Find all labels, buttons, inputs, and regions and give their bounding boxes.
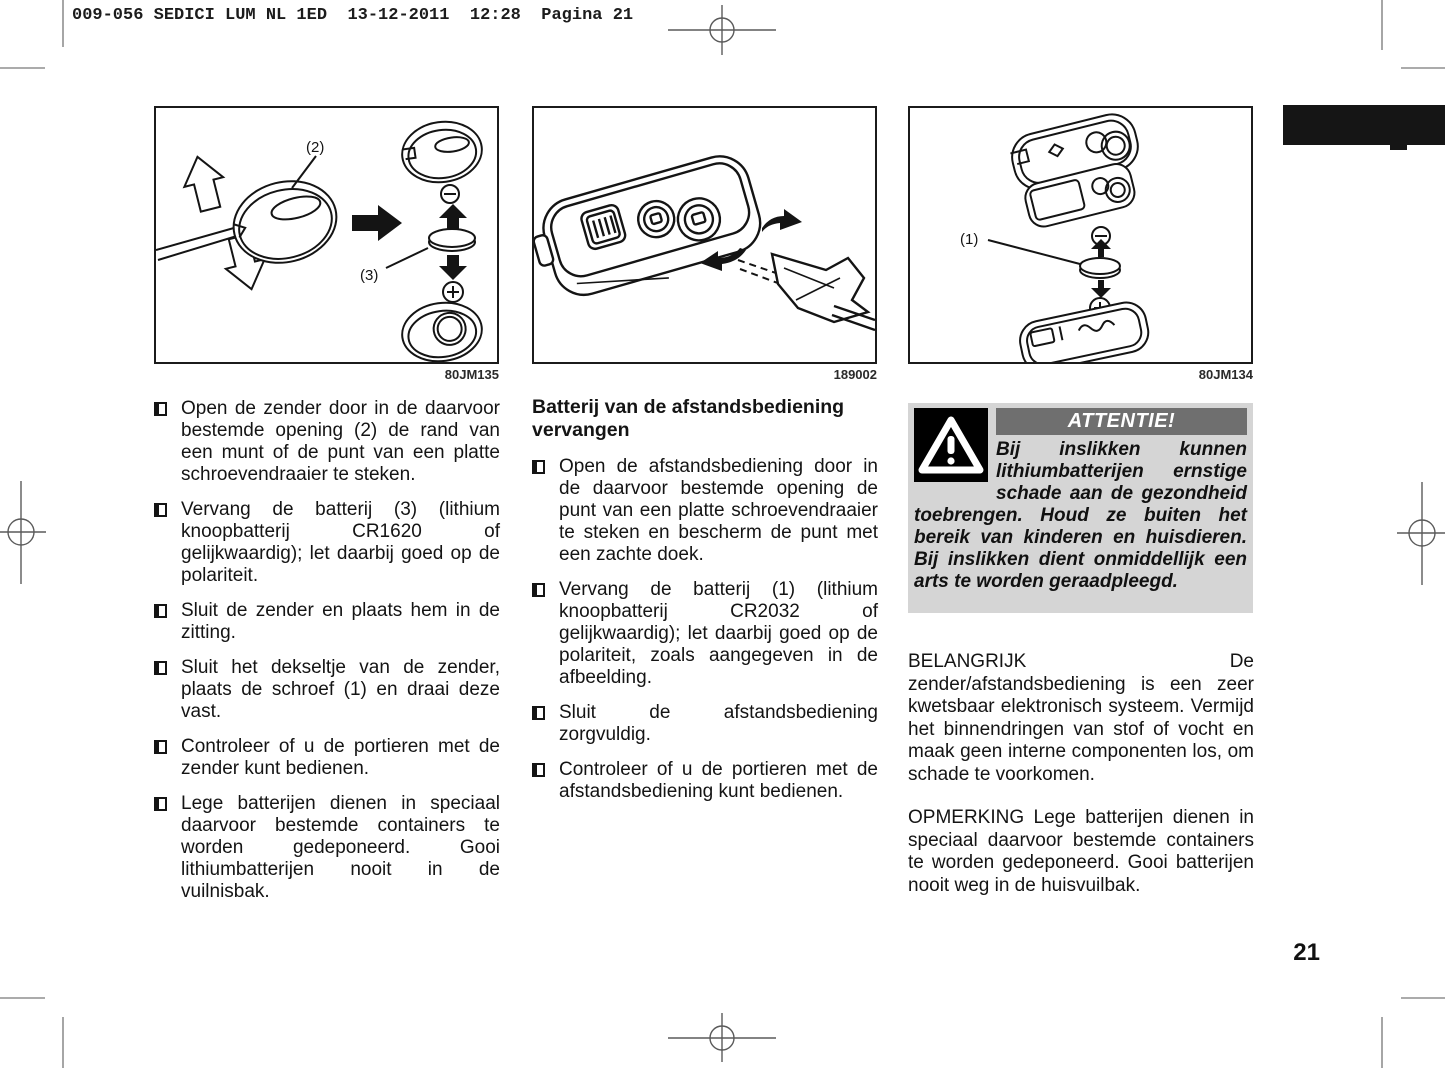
checkbox-bullet-icon bbox=[532, 583, 545, 597]
figure-remote-exploded bbox=[908, 106, 1253, 364]
checkbox-bullet-icon bbox=[532, 460, 545, 474]
warning-text: Bij inslikken kunnen lithiumbatterijen ernstige schade aan de gezondheid toebrengen. Houd ze buiten het bereik van kinderen en huisdieren. Bij inslikken dient onmiddellijk een arts te worden geraadpleegd. bbox=[914, 439, 1247, 592]
remote-cover-bottom bbox=[1016, 299, 1152, 362]
checkbox-bullet-icon bbox=[532, 706, 545, 720]
list-item bbox=[532, 759, 878, 803]
list-item-text: Controleer of u de portieren met de zender kunt bedienen. bbox=[181, 736, 500, 779]
insert-down-arrow-icon bbox=[439, 255, 467, 280]
section-heading: Batterij van de afstandsbediening vervangen bbox=[532, 396, 845, 441]
chapter-tab-marker bbox=[1283, 105, 1445, 145]
list-item-text: Sluit het dekseltje van de zender, plaats de schroef (1) en draai deze vast. bbox=[181, 657, 500, 722]
cover-bottom bbox=[398, 298, 485, 362]
list-item-text: Controleer of u de portieren met de afstandsbediening kunt bedienen. bbox=[559, 759, 878, 802]
page-number: 21 bbox=[1293, 939, 1320, 966]
coin-battery bbox=[429, 229, 475, 251]
list-item-text: Sluit de zender en plaats hem in de zitting. bbox=[181, 600, 500, 643]
list-item-text: Lege batterijen dienen in speciaal daarvoor bestemde containers te worden gedeponeerd. Gooi lithiumbatterijen nooit in de vuilnisbak. bbox=[181, 793, 500, 902]
figure-caption: 80JM135 bbox=[444, 367, 499, 382]
figure-label-1: (1) bbox=[960, 231, 979, 248]
step-arrow-icon bbox=[352, 205, 402, 241]
column-remote-battery-steps bbox=[532, 396, 878, 816]
warning-triangle-icon bbox=[914, 408, 988, 482]
list-item-text: Open de zender door in de daarvoor bestemde opening (2) de rand van een munt of de punt van een platte schroevendraaier te steken. bbox=[181, 398, 500, 485]
checkbox-bullet-icon bbox=[154, 604, 167, 618]
key-transmitter-illustration bbox=[156, 108, 497, 362]
figure-label-3: (3) bbox=[360, 267, 379, 284]
column-key-battery-steps bbox=[154, 398, 500, 916]
list-item bbox=[154, 736, 500, 780]
list-item bbox=[532, 702, 878, 746]
figure-caption: 189002 bbox=[833, 367, 877, 382]
list-item bbox=[154, 657, 500, 723]
checkbox-bullet-icon bbox=[154, 503, 167, 517]
list-item bbox=[154, 600, 500, 644]
figure-key-transmitter bbox=[154, 106, 499, 364]
remote-fob bbox=[534, 149, 769, 311]
warning-title: ATTENTIE! bbox=[996, 408, 1247, 435]
checkbox-bullet-icon bbox=[154, 661, 167, 675]
chapter-tab-notch bbox=[1390, 145, 1407, 150]
list-item bbox=[154, 398, 500, 486]
minus-polarity-icon bbox=[441, 185, 459, 203]
list-item bbox=[154, 793, 500, 903]
list-item bbox=[532, 456, 878, 566]
important-note: BELANGRIJK De zender/afstandsbediening is een zeer kwetsbaar elektronisch systeem. Vermijd het binnendringen van stof of vocht en maak geen interne componenten los, om schade te voorkomen. bbox=[908, 651, 1254, 785]
figure-remote-opening bbox=[532, 106, 877, 364]
figure-caption: 80JM134 bbox=[1198, 367, 1253, 382]
column-notes bbox=[908, 651, 1254, 918]
remote-exploded-illustration bbox=[910, 108, 1251, 362]
open-up-arrow-icon bbox=[178, 152, 230, 214]
checkbox-bullet-icon bbox=[154, 797, 167, 811]
cover-top bbox=[398, 117, 486, 188]
pry-arrow-right-icon bbox=[762, 209, 802, 232]
list-item bbox=[532, 579, 878, 689]
checkbox-bullet-icon bbox=[532, 763, 545, 777]
insert-down-arrow-icon bbox=[1091, 280, 1111, 298]
figure-label-2: (2) bbox=[306, 139, 325, 156]
print-header: 009-056 SEDICI LUM NL 1ED 13-12-2011 12:28 Pagina 21 bbox=[72, 6, 634, 25]
list-item-text: Vervang de batterij (3) (lithium knoopbatterij CR1620 of gelijkwaardig); let daarbij goed op de polariteit. bbox=[181, 499, 500, 586]
warning-box bbox=[908, 403, 1253, 613]
list-item-text: Vervang de batterij (1) (lithium knoopbatterij CR2032 of gelijkwaardig); let daarbij goed op de polariteit, zoals aangegeven in de afbeelding. bbox=[559, 579, 878, 688]
list-item-text: Sluit de afstandsbediening zorgvuldig. bbox=[559, 702, 878, 745]
coin-battery bbox=[1080, 258, 1120, 278]
remark-note: OPMERKING Lege batterijen dienen in speciaal daarvoor bestemde containers te worden gedeponeerd. Gooi batterijen nooit weg in de huisvuilbak. bbox=[908, 807, 1254, 896]
remote-opening-illustration bbox=[534, 108, 875, 362]
plus-polarity-icon bbox=[443, 282, 463, 302]
list-item bbox=[154, 499, 500, 587]
checkbox-bullet-icon bbox=[154, 402, 167, 416]
list-item-text: Open de afstandsbediening door in de daarvoor bestemde opening de punt van een platte schroevendraaier te steken en bescherm de punt met een zachte doek. bbox=[559, 456, 878, 565]
insert-up-arrow-icon bbox=[439, 204, 467, 229]
checkbox-bullet-icon bbox=[154, 740, 167, 754]
